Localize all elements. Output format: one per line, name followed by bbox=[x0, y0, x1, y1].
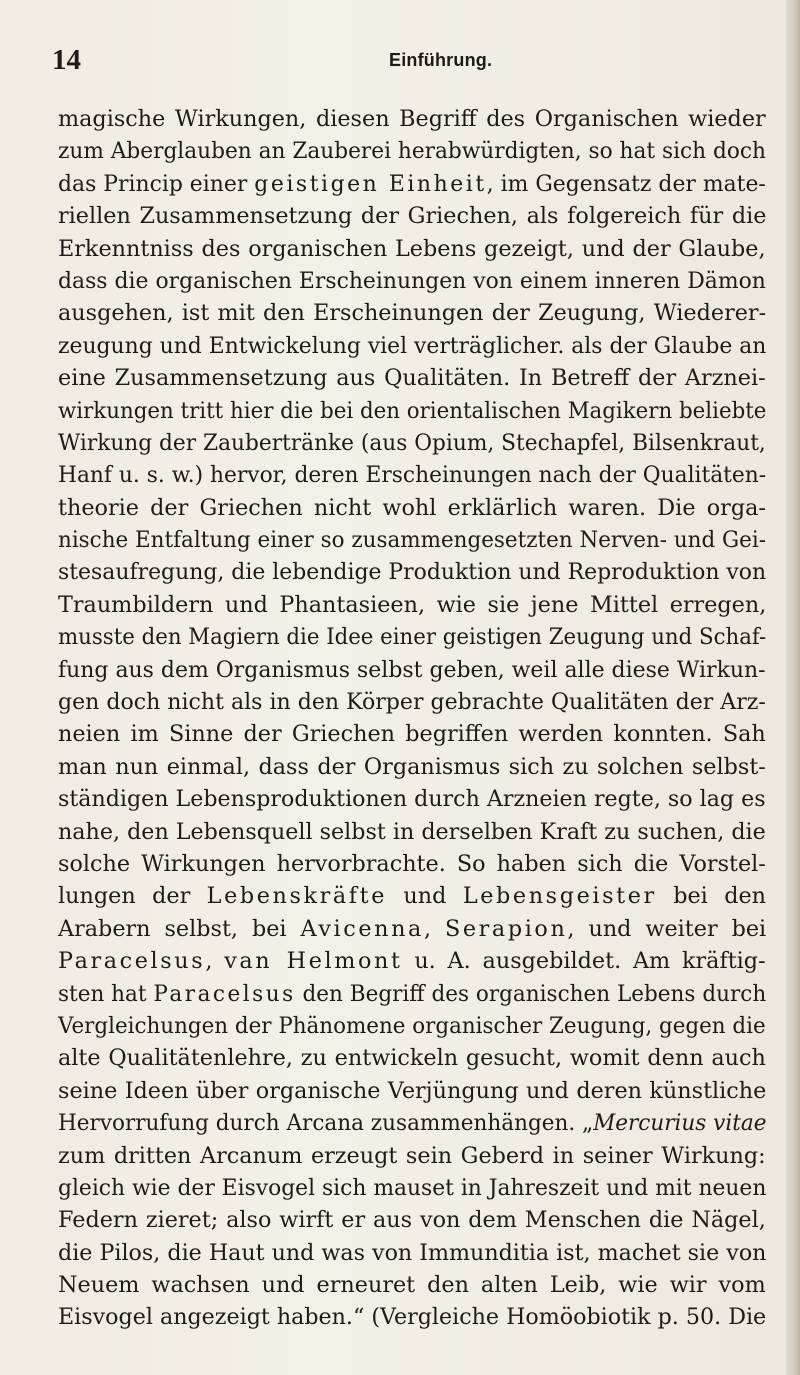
text-line bbox=[58, 1269, 766, 1301]
text-segment: Traumbildern und Phantasieen, wie sie jene Mittel erregen, bbox=[58, 591, 767, 618]
emphasized-text: Avicenna bbox=[300, 915, 424, 942]
text-segment: gen doch nicht als in den Körper gebrachte Qualitäten der Arz- bbox=[58, 689, 766, 716]
text-line bbox=[58, 427, 766, 459]
text-line bbox=[58, 200, 766, 232]
text-line bbox=[58, 135, 766, 167]
text-line bbox=[58, 297, 766, 329]
text-segment: stesaufregung, die lebendige Produktion und Reproduktion von bbox=[58, 559, 767, 586]
text-segment: Hanf u. s. w.) hervor, deren Erscheinungen nach der Qualitäten- bbox=[58, 462, 767, 489]
text-line bbox=[58, 589, 766, 621]
text-line bbox=[58, 103, 766, 135]
text-line bbox=[58, 686, 766, 718]
text-line bbox=[58, 1237, 767, 1269]
text-segment: musste den Magiern die Idee einer geistigen Zeugung und Schaf- bbox=[58, 624, 767, 651]
text-segment: , bbox=[205, 948, 225, 975]
text-segment: gleich wie der Eisvogel sich mauset in Jahreszeit und mit neuen bbox=[58, 1174, 767, 1201]
text-segment: , bbox=[423, 915, 445, 942]
text-line bbox=[58, 1301, 767, 1333]
text-segment: , im Gegensatz der mate- bbox=[486, 170, 766, 197]
emphasized-text: Lebenskräfte bbox=[206, 883, 387, 910]
text-segment: alte Qualitätenlehre, zu entwickeln gesucht, womit denn auch bbox=[58, 1045, 766, 1072]
text-line bbox=[58, 1042, 766, 1074]
page-number: 14 bbox=[52, 44, 81, 76]
text-line bbox=[58, 1010, 766, 1042]
text-line bbox=[58, 816, 766, 848]
text-segment: Eisvogel angezeigt haben.“ (Vergleiche Homöobiotik p. 50. Die bbox=[58, 1304, 767, 1331]
text-segment: wirkungen tritt hier die bei den orientalischen Magikern beliebte bbox=[58, 397, 767, 424]
emphasized-text: Paracelsus bbox=[153, 980, 296, 1007]
text-line bbox=[58, 233, 766, 265]
emphasized-text: Lebensgeister bbox=[462, 883, 657, 910]
text-segment: zum Aberglauben an Zauberei herabwürdigten, so hat sich doch bbox=[58, 138, 766, 165]
text-segment: u. A. ausgebildet. Am kräftig- bbox=[402, 948, 766, 975]
text-segment: seine Ideen über organische Verjüngung und deren künstliche bbox=[58, 1077, 767, 1104]
text-line bbox=[58, 362, 766, 394]
text-line bbox=[58, 913, 766, 945]
text-segment: nahe, den Lebensquell selbst in derselben Kraft zu suchen, die bbox=[58, 818, 766, 845]
text-line bbox=[58, 524, 766, 556]
text-segment: man nun einmal, dass der Organismus sich zu solchen selbst- bbox=[58, 753, 766, 780]
emphasized-text: Serapion bbox=[445, 915, 568, 942]
text-segment: lungen der bbox=[58, 883, 207, 910]
text-line bbox=[58, 1204, 766, 1236]
page-header bbox=[52, 44, 760, 84]
text-segment: Arabern selbst, bei bbox=[58, 915, 301, 942]
emphasized-text: Paracelsus bbox=[58, 948, 206, 975]
text-line bbox=[58, 1140, 766, 1172]
text-line bbox=[58, 1107, 767, 1139]
text-line bbox=[58, 945, 766, 977]
text-segment: Wirkung der Zaubertränke (aus Opium, Stechapfel, Bilsenkraut, bbox=[58, 429, 766, 456]
text-segment: theorie der Griechen nicht wohl erklärlich waren. Die orga- bbox=[58, 494, 766, 521]
text-segment: sten hat bbox=[58, 980, 154, 1007]
emphasized-text: Mercurius vitae bbox=[593, 1110, 767, 1137]
text-line bbox=[58, 848, 766, 880]
text-segment: neien im Sinne der Griechen begriffen werden konnten. Sah bbox=[58, 721, 766, 748]
text-line bbox=[58, 718, 766, 750]
emphasized-text: van Helmont bbox=[224, 948, 403, 975]
text-segment: Erkenntniss des organischen Lebens gezeigt, und der Glaube, bbox=[58, 235, 766, 262]
text-line bbox=[58, 395, 767, 427]
text-line bbox=[58, 492, 766, 524]
text-segment: eine Zusammensetzung aus Qualitäten. In Betreff der Arznei- bbox=[58, 365, 766, 392]
text-segment: den Begriff des organischen Lebens durch bbox=[295, 980, 767, 1007]
text-line bbox=[58, 1172, 767, 1204]
text-segment: ständigen Lebensproduktionen durch Arzneien regte, so lag es bbox=[58, 786, 766, 813]
text-segment: magische Wirkungen, diesen Begriff des Organischen wieder bbox=[58, 106, 766, 132]
text-line bbox=[58, 654, 766, 686]
text-segment: riellen Zusammensetzung der Griechen, als folgereich für die bbox=[58, 203, 767, 230]
page-binding-edge bbox=[786, 0, 800, 1375]
text-segment: Vergleichungen der Phänomene organischer Zeugung, gegen die bbox=[58, 1012, 766, 1039]
emphasized-text: geistigen Einheit bbox=[254, 170, 487, 197]
text-segment: zum dritten Arcanum erzeugt sein Geberd in seiner Wirkung: bbox=[58, 1142, 766, 1169]
text-segment: dass die organischen Erscheinungen von einem inneren Dämon bbox=[58, 267, 766, 294]
text-line bbox=[58, 783, 766, 815]
text-segment: ausgehen, ist mit den Erscheinungen der Zeugung, Wiederer- bbox=[58, 300, 767, 327]
text-segment: solche Wirkungen hervorbrachte. So haben sich die Vorstel- bbox=[58, 850, 766, 877]
text-line bbox=[58, 168, 766, 200]
text-line bbox=[58, 751, 766, 783]
text-line bbox=[58, 459, 767, 491]
text-segment: bei den bbox=[656, 883, 767, 910]
text-line bbox=[58, 330, 767, 362]
text-line bbox=[58, 978, 767, 1010]
text-segment: die Pilos, die Haut und was von Immunditia ist, machet sie von bbox=[58, 1239, 767, 1266]
text-segment: Hervorrufung durch Arcana zusammenhängen. „ bbox=[58, 1110, 594, 1137]
text-segment: und bbox=[387, 883, 463, 910]
running-head: Einführung. bbox=[389, 50, 493, 70]
text-line bbox=[58, 621, 767, 653]
text-segment: Neuem wachsen und erneuret den alten Leib, wie wir vom bbox=[58, 1272, 766, 1299]
body-text bbox=[58, 103, 766, 1334]
text-segment: , und weiter bei bbox=[567, 915, 767, 942]
text-segment: nische Entfaltung einer so zusammengesetzten Nerven- und Gei- bbox=[58, 527, 766, 554]
text-segment: zeugung und Entwickelung viel verträglicher. als der Glaube an bbox=[58, 332, 767, 359]
text-segment: das Princip einer bbox=[58, 170, 255, 197]
text-line bbox=[58, 880, 766, 912]
text-line bbox=[58, 556, 767, 588]
text-segment: fung aus dem Organismus selbst geben, weil alle diese Wirkun- bbox=[58, 656, 766, 683]
text-line bbox=[58, 1075, 766, 1107]
text-segment: Federn zieret; also wirft er aus von dem Menschen die Nägel, bbox=[58, 1207, 766, 1234]
text-line bbox=[58, 265, 766, 297]
